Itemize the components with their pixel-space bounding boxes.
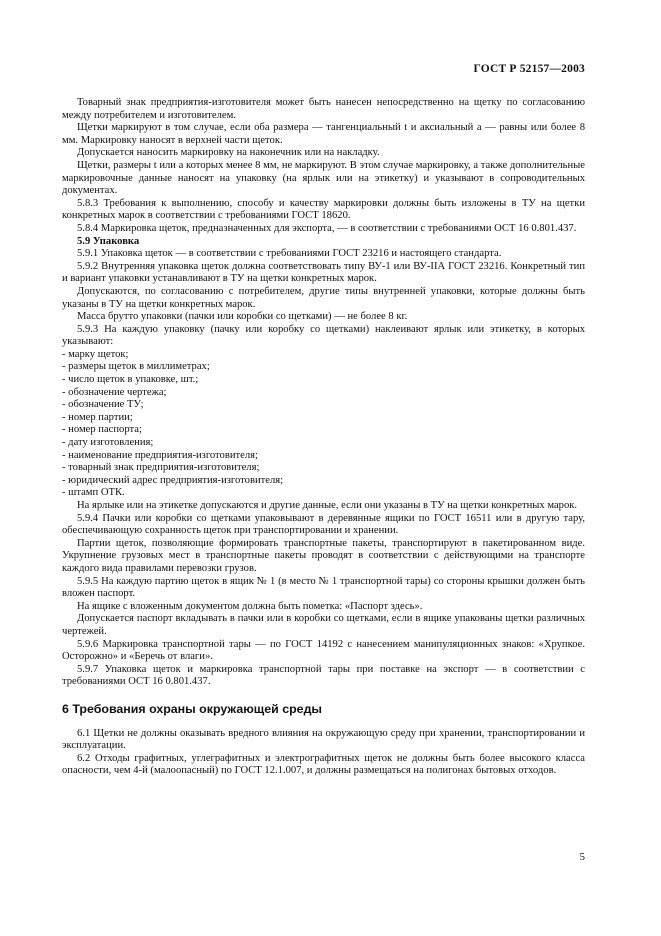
page-number: 5 bbox=[579, 851, 585, 863]
list-item: - штамп ОТК. bbox=[62, 487, 125, 499]
paragraph: 5.9.1 Упаковка щеток — в соответствии с требованиями ГОСТ 23216 и настоящего стандарта. bbox=[77, 248, 502, 260]
paragraph: 5.9.6 Маркировка транспортной тары — по ГОСТ 14192 с нанесением манипуляционных знаков: «Хрупкое. Осторожно» и «Беречь от влаги». bbox=[62, 638, 585, 663]
paragraph: Партии щеток, позволяющие формировать транспортные пакеты, транспортируют в пакетированном виде. Укрупнение грузовых мест в транспортные пакеты проводят в соответствии с действующими на транспорте каждого вида правилами перевозки грузов. bbox=[62, 537, 585, 574]
subsection-title-packaging: 5.9 Упаковка bbox=[77, 235, 140, 247]
paragraph: 5.9.3 На каждую упаковку (пачку или коробку со щетками) наклеивают ярлык или этикетку, в которых указывают: bbox=[62, 323, 585, 348]
paragraph: Товарный знак предприятия-изготовителя может быть нанесен непосредственно на щетку по согласованию между потребителем и изготовителем. bbox=[62, 97, 585, 121]
list-item: - номер партии; bbox=[62, 411, 133, 423]
paragraph: Щетки маркируют в том случае, если оба размера — тангенциальный t и аксиальный a — равны или более 8 мм. Маркировку наносят в верхней части щеток. bbox=[62, 122, 585, 146]
list-item: - юридический адрес предприятия-изготовителя; bbox=[62, 474, 284, 486]
paragraph: 5.9.2 Внутренняя упаковка щеток должна соответствовать типу ВУ-1 или ВУ-IIА ГОСТ 23216. Конкретный тип и вариант упаковки устанавливают в ТУ на щетки конкретных марок. bbox=[62, 260, 585, 285]
list-item: - обозначение ТУ; bbox=[62, 399, 144, 411]
page-content bbox=[62, 97, 585, 778]
paragraph: На ящике с вложенным документом должна быть пометка: «Паспорт здесь». bbox=[77, 600, 423, 612]
paragraph: Допускаются, по согласованию с потребителем, другие типы внутренней упаковки, которые должны быть указаны в ТУ на щетки конкретных марок. bbox=[62, 285, 585, 310]
list-item: - товарный знак предприятия-изготовителя; bbox=[62, 462, 260, 474]
paragraph: 6.1 Щетки не должны оказывать вредного влияния на окружающую среду при хранении, транспортировании и эксплуатации. bbox=[62, 727, 585, 752]
list-item: - марку щеток; bbox=[62, 348, 129, 360]
list-item: - наименование предприятия-изготовителя; bbox=[62, 449, 258, 461]
paragraph: 5.9.7 Упаковка щеток и маркировка транспортной тары при поставке на экспорт — в соответствии с требованиями ОСТ 16 0.801.437. bbox=[62, 663, 585, 688]
list-item: - дату изготовления; bbox=[62, 437, 154, 449]
paragraph: Щетки, размеры t или a которых менее 8 мм, не маркируют. В этом случае маркировку, а также дополнительные маркировочные данные наносят на упаковку (на ярлык или на этикетку) и указывают в сопроводительных документах. bbox=[62, 159, 585, 197]
paragraph: Допускается паспорт вкладывать в пачки или в коробки со щетками, если в ящике упакованы щетки различных чертежей. bbox=[62, 613, 585, 637]
paragraph: На ярлыке или на этикетке допускаются и другие данные, если они указаны в ТУ на щетки конкретных марок. bbox=[77, 500, 578, 511]
paragraph: 5.8.3 Требования к выполнению, способу и качеству маркировки должны быть изложены в ТУ на щетки конкретных марок в соответствии с требованиями ГОСТ 18620. bbox=[62, 197, 585, 222]
label-contents-list bbox=[62, 349, 585, 500]
paragraph: Масса брутто упаковки (пачки или коробки со щетками) — не более 8 кг. bbox=[77, 311, 408, 323]
list-item: - размеры щеток в миллиметрах; bbox=[62, 361, 210, 373]
list-item: - число щеток в упаковке, шт.; bbox=[62, 374, 199, 386]
paragraph: 6.2 Отходы графитных, углеграфитных и электрографитных щеток не должны быть более высокого класса опасности, чем 4-й (малоопасный) по ГОСТ 12.1.007, и должны размещаться на полигонах бытовых отходов. bbox=[62, 752, 585, 777]
paragraph: 5.9.4 Пачки или коробки со щетками упаковывают в деревянные ящики по ГОСТ 16511 или в другую тару, обеспечивающую сохранность щеток при транспортировании и хранении. bbox=[62, 512, 585, 537]
paragraph: Допускается наносить маркировку на наконечник или на накладку. bbox=[77, 147, 380, 159]
section-title-environment: 6 Требования охраны окружающей среды bbox=[62, 701, 323, 716]
paragraph: 5.8.4 Маркировка щеток, предназначенных для экспорта, — в соответствии с требованиями ОСТ 16 0.801.437. bbox=[77, 222, 577, 234]
list-item: - номер паспорта; bbox=[62, 424, 142, 436]
list-item: - обозначение чертежа; bbox=[62, 386, 167, 398]
paragraph: 5.9.5 На каждую партию щеток в ящик № 1 (в место № 1 транспортной тары) со стороны крышки должен быть вложен паспорт. bbox=[62, 575, 585, 600]
document-code: ГОСТ Р 52157—2003 bbox=[473, 63, 585, 75]
